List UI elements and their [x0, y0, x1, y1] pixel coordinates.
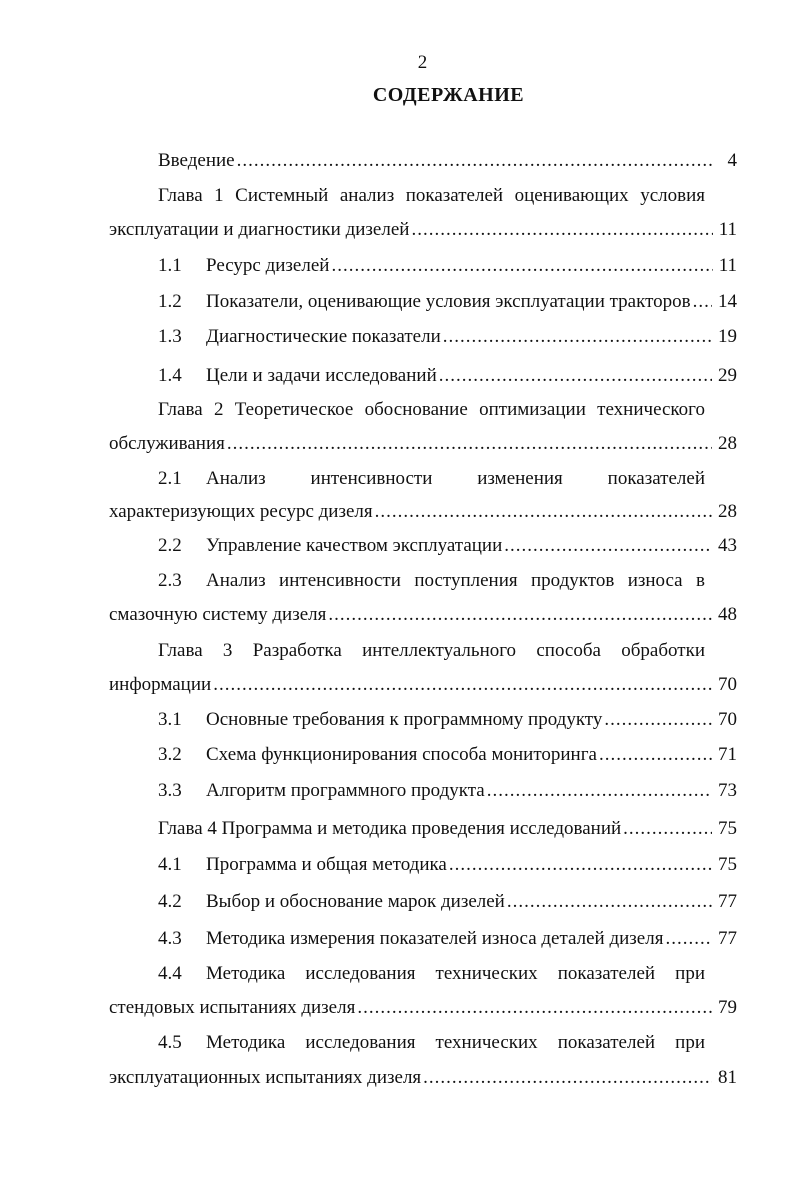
toc-entry-number: 2.1 [158, 468, 182, 489]
toc-entry-title: Глава 1 Системный анализ показателей оценивающих условия [158, 185, 705, 206]
toc-entry-3-2 [109, 741, 737, 769]
toc-entry-chapter-2 [109, 430, 737, 458]
toc-entry-4-4-line1 [109, 960, 705, 988]
toc-entry-title: Цели и задачи исследований [206, 365, 437, 386]
toc-entry-number: 1.1 [158, 255, 182, 276]
toc-entry-title: Методика измерения показателей износа деталей дизеля [206, 928, 664, 949]
leader-dots [599, 741, 712, 769]
toc-entry-page: 75 [718, 818, 737, 839]
leader-dots [487, 777, 712, 805]
toc-entry-title: Программа и общая методика [206, 854, 447, 875]
leader-dots [449, 851, 712, 879]
toc-entry-page: 77 [718, 891, 737, 912]
toc-entry-title: характеризующих ресурс дизеля [109, 501, 373, 522]
toc-entry-page: 48 [718, 604, 737, 625]
toc-entry-page: 79 [718, 997, 737, 1018]
toc-entry-page: 71 [718, 744, 737, 765]
toc-entry-title: Основные требования к программному продукту [206, 709, 603, 730]
toc-entry-page: 73 [718, 780, 737, 801]
toc-entry-4-1 [109, 851, 737, 879]
toc-entry-page: 29 [718, 365, 737, 386]
toc-entry-page: 75 [718, 854, 737, 875]
toc-entry-number: 1.4 [158, 365, 182, 386]
leader-dots [328, 601, 712, 629]
toc-entry-chapter-3 [109, 671, 737, 699]
toc-entry-page: 11 [718, 255, 737, 276]
toc-entry-title: Управление качеством эксплуатации [206, 535, 503, 556]
leader-dots [237, 147, 713, 175]
toc-entry-number: 4.4 [158, 963, 182, 984]
leader-dots [443, 323, 712, 351]
leader-dots [331, 252, 712, 280]
toc-entry-4-3 [109, 925, 737, 953]
toc-entry-number: 4.5 [158, 1032, 182, 1053]
toc-entry-3-1 [109, 706, 737, 734]
leader-dots [439, 362, 712, 390]
toc-entry-2-3 [109, 601, 737, 629]
toc-entry-2-1 [109, 498, 737, 526]
toc-entry-4-5-line1 [109, 1029, 705, 1057]
toc-entry-number: 4.3 [158, 928, 182, 949]
leader-dots [411, 216, 712, 244]
leader-dots [604, 706, 712, 734]
toc-entry-number: 4.2 [158, 891, 182, 912]
toc-entry-intro [109, 147, 737, 175]
toc-entry-page: 11 [718, 219, 737, 240]
leader-dots [623, 815, 712, 843]
toc-entry-title: обслуживания [109, 433, 225, 454]
toc-entry-title: Глава 3 Разработка интеллектуального способа обработки [158, 640, 705, 661]
toc-entry-title: Анализ интенсивности изменения показателей [206, 468, 705, 489]
toc-entry-number: 1.2 [158, 291, 182, 312]
toc-entry-title: Ресурс дизелей [206, 255, 330, 276]
toc-entry-number: 3.3 [158, 780, 182, 801]
toc-entry-page: 28 [718, 501, 737, 522]
toc-entry-3-3 [109, 777, 737, 805]
toc-entry-title: Введение [158, 150, 235, 171]
page-number: 2 [417, 52, 428, 73]
toc-entry-title: эксплуатационных испытаниях дизеля [109, 1067, 422, 1088]
toc-entry-page: 77 [718, 928, 737, 949]
toc-entry-page: 19 [718, 326, 737, 347]
toc-entry-number: 3.1 [158, 709, 182, 730]
toc-entry-title: Схема функционирования способа мониторинга [206, 744, 597, 765]
leader-dots [227, 430, 712, 458]
toc-entry-4-4 [109, 994, 737, 1022]
toc-entry-1-4 [109, 362, 737, 390]
toc-entry-chapter-4 [109, 815, 737, 843]
toc-entry-number: 2.3 [158, 570, 182, 591]
toc-entry-title: Методика исследования технических показателей при [206, 963, 705, 984]
leader-dots [357, 994, 712, 1022]
toc-entry-4-5 [109, 1064, 737, 1092]
toc-entry-title: Диагностические показатели [206, 326, 441, 347]
leader-dots [213, 671, 712, 699]
toc-entry-1-2 [109, 288, 737, 316]
leader-dots [375, 498, 712, 526]
toc-entry-page: 43 [718, 535, 737, 556]
toc-entry-title: Алгоритм программного продукта [206, 780, 485, 801]
toc-entry-page: 4 [727, 150, 737, 171]
toc-entry-number: 3.2 [158, 744, 182, 765]
leader-dots [665, 925, 712, 953]
toc-entry-page: 70 [718, 709, 737, 730]
toc-entry-title: эксплуатации и диагностики дизелей [109, 219, 410, 240]
toc-entry-title: смазочную систему дизеля [109, 604, 327, 625]
page-title: СОДЕРЖАНИЕ [372, 84, 525, 106]
toc-entry-chapter-2-line1 [109, 396, 705, 424]
toc-entry-title: Выбор и обоснование марок дизелей [206, 891, 505, 912]
toc-entry-title: Показатели, оценивающие условия эксплуатации тракторов [206, 291, 691, 312]
toc-entry-2-2 [109, 532, 737, 560]
toc-entry-chapter-1 [109, 216, 737, 244]
toc-entry-page: 28 [718, 433, 737, 454]
toc-entry-1-3 [109, 323, 737, 351]
toc-entry-2-1-line1 [109, 465, 705, 493]
toc-entry-2-3-line1 [109, 567, 705, 595]
toc-entry-chapter-3-line1 [109, 637, 705, 665]
leader-dots [693, 288, 712, 316]
leader-dots [504, 532, 712, 560]
toc-entry-title: информации [109, 674, 212, 695]
leader-dots [507, 888, 712, 916]
toc-entry-4-2 [109, 888, 737, 916]
toc-entry-number: 2.2 [158, 535, 182, 556]
toc-entry-page: 70 [718, 674, 737, 695]
toc-entry-page: 81 [718, 1067, 737, 1088]
toc-entry-title: Глава 2 Теоретическое обоснование оптимизации технического [158, 399, 705, 420]
toc-entry-title: Глава 4 Программа и методика проведения исследований [158, 818, 622, 839]
leader-dots [423, 1064, 712, 1092]
toc-entry-title: Методика исследования технических показателей при [206, 1032, 705, 1053]
toc-entry-number: 1.3 [158, 326, 182, 347]
toc-entry-page: 14 [718, 291, 737, 312]
toc-entry-1-1 [109, 252, 737, 280]
toc-entry-number: 4.1 [158, 854, 182, 875]
toc-entry-title: Анализ интенсивности поступления продуктов износа в [206, 570, 705, 591]
toc-entry-chapter-1-line1 [109, 182, 705, 210]
toc-entry-title: стендовых испытаниях дизеля [109, 997, 356, 1018]
